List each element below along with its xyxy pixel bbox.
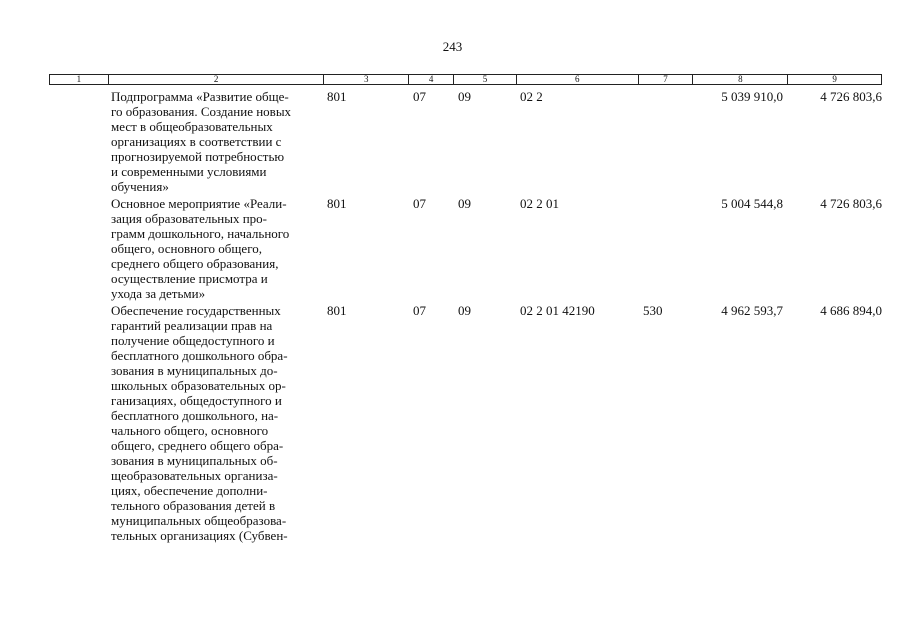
name-line: общего, среднего общего обра-: [111, 438, 284, 453]
cell-col-7: 530: [643, 303, 663, 318]
cell-col-6: 02 2: [520, 89, 543, 104]
cell-col-6: 02 2 01 42190: [520, 303, 595, 318]
name-line: го образования. Создание новых: [111, 104, 292, 119]
cell-col-1: [49, 89, 108, 194]
name-line: среднего общего образования,: [111, 256, 279, 271]
column-header-4: 4: [409, 75, 454, 84]
name-line: бесплатного дошкольного обра-: [111, 348, 288, 363]
cell-col-7: [639, 89, 694, 194]
table-body: [49, 89, 882, 543]
column-header-1: 1: [50, 75, 109, 84]
cell-col-5: 09: [458, 89, 471, 104]
name-line: и современными условиями: [111, 164, 267, 179]
name-line: осуществление присмотра и: [111, 271, 268, 286]
table-row: [49, 196, 882, 301]
name-line: Обеспечение государственных: [111, 303, 281, 318]
cell-col-7: [639, 196, 694, 301]
name-line: грамм дошкольного, начального: [111, 226, 290, 241]
name-line: щеобразовательных организа-: [111, 468, 278, 483]
column-header-8: 8: [693, 75, 788, 84]
cell-col-9: 4 726 803,6: [820, 89, 882, 104]
cell-col-5: 09: [458, 303, 471, 318]
cell-col-8: 4 962 593,7: [721, 303, 783, 318]
name-line: зования в муниципальных об-: [111, 453, 278, 468]
name-line: циях, обеспечение дополни-: [111, 483, 268, 498]
cell-col-4: 07: [413, 89, 426, 104]
name-line: ухода за детьми»: [111, 286, 206, 301]
column-header-5: 5: [454, 75, 517, 84]
column-header-3: 3: [324, 75, 409, 84]
cell-col-3: 801: [327, 196, 347, 211]
name-line: тельных организациях (Субвен-: [111, 528, 288, 543]
name-line: бесплатного дошкольного, на-: [111, 408, 279, 423]
cell-col-8: 5 004 544,8: [721, 196, 783, 211]
name-line: получение общедоступного и: [111, 333, 275, 348]
table-row: [49, 89, 882, 194]
name-line: школьных образовательных ор-: [111, 378, 286, 393]
cell-col-3: 801: [327, 303, 347, 318]
name-line: ганизациях, общедоступного и: [111, 393, 282, 408]
name-line: гарантий реализации прав на: [111, 318, 273, 333]
name-line: обучения»: [111, 179, 169, 194]
cell-name: [108, 196, 324, 301]
cell-col-4: 07: [413, 196, 426, 211]
name-line: чального общего, основного: [111, 423, 269, 438]
cell-col-4: 07: [413, 303, 426, 318]
page-number: 243: [442, 39, 463, 54]
name-line: организациях в соответствии с: [111, 134, 282, 149]
cell-name: [108, 303, 324, 543]
table-header: [49, 74, 882, 85]
column-header-2: 2: [109, 75, 324, 84]
column-header-6: 6: [517, 75, 639, 84]
name-line: мест в общеобразовательных: [111, 119, 273, 134]
table-row: [49, 303, 882, 543]
name-line: общего, основного общего,: [111, 241, 262, 256]
cell-col-3: 801: [327, 89, 347, 104]
cell-col-1: [49, 196, 108, 301]
name-line: муниципальных общеобразова-: [111, 513, 287, 528]
name-line: тельного образования детей в: [111, 498, 276, 513]
name-line: зация образовательных про-: [111, 211, 267, 226]
cell-col-9: 4 686 894,0: [820, 303, 882, 318]
cell-col-8: 5 039 910,0: [721, 89, 783, 104]
column-header-9: 9: [832, 74, 837, 84]
name-line: Подпрограмма «Развитие обще-: [111, 89, 289, 104]
name-line: Основное мероприятие «Реали-: [111, 196, 287, 211]
cell-name: [108, 89, 324, 194]
cell-col-5: 09: [458, 196, 471, 211]
name-line: прогнозируемой потребностью: [111, 149, 285, 164]
cell-col-1: [49, 303, 108, 543]
name-line: зования в муниципальных до-: [111, 363, 278, 378]
cell-col-6: 02 2 01: [520, 196, 559, 211]
cell-col-9: 4 726 803,6: [820, 196, 882, 211]
column-header-7: 7: [639, 75, 694, 84]
